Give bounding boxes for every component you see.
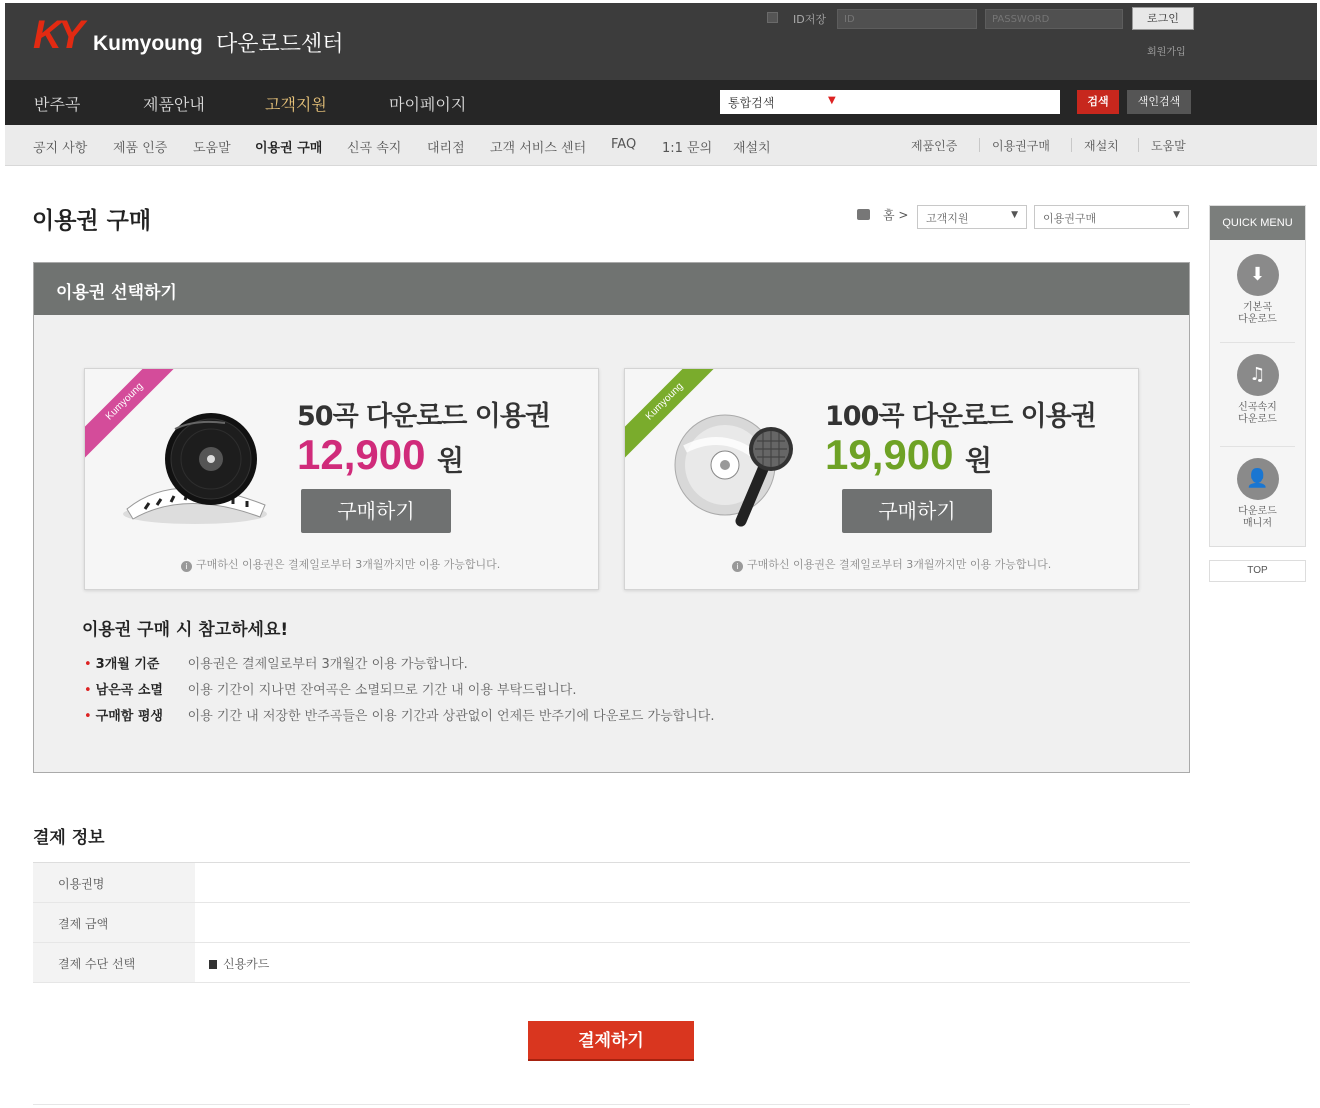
note-item bbox=[84, 705, 714, 724]
note-key: 구매함 평생 bbox=[95, 709, 163, 724]
payment-row-amount bbox=[33, 903, 1190, 943]
brand-ribbon: Kumyoung bbox=[624, 368, 729, 466]
sub-nav bbox=[5, 125, 1317, 166]
subnav-product-auth[interactable]: 제품 인증 bbox=[113, 141, 168, 156]
breadcrumb-home[interactable]: 홈 > bbox=[883, 208, 909, 222]
join-link[interactable]: 회원가입 bbox=[1147, 47, 1186, 58]
subnav-reinstall[interactable]: 재설치 bbox=[733, 141, 771, 156]
voucher-price: 19,900 bbox=[825, 431, 954, 478]
nav-item-mypage[interactable]: 마이페이지 bbox=[389, 95, 467, 114]
subnav-inquiry[interactable]: 1:1 문의 bbox=[662, 141, 713, 156]
main-nav bbox=[5, 80, 1317, 125]
divider bbox=[1071, 138, 1072, 152]
currency-unit: 원 bbox=[965, 444, 993, 477]
subnav-notice[interactable]: 공지 사항 bbox=[33, 141, 88, 156]
music-note-icon: ♫ bbox=[1237, 354, 1279, 396]
buy-button-100[interactable]: 구매하기 bbox=[842, 489, 992, 533]
chevron-down-icon: ▼ bbox=[1011, 210, 1018, 220]
note-desc: 이용 기간 내 저장한 반주곡들은 이용 기간과 상관없이 언제든 반주기에 다운로드 가능합니다. bbox=[187, 709, 715, 724]
voucher-note bbox=[732, 556, 1051, 572]
nav-item-karaoke-songs[interactable]: 반주곡 bbox=[34, 95, 81, 114]
quicklink-voucher-purchase[interactable]: 이용권구매 bbox=[992, 139, 1050, 153]
subnav-dealers[interactable]: 대리점 bbox=[427, 141, 465, 156]
id-input[interactable] bbox=[837, 9, 977, 29]
voucher-card-100 bbox=[624, 368, 1139, 590]
currency-unit: 원 bbox=[437, 444, 465, 477]
chevron-down-icon: ▼ bbox=[1173, 210, 1180, 220]
subnav-new-song-sheet[interactable]: 신곡 속지 bbox=[347, 141, 402, 156]
panel-header bbox=[34, 263, 1189, 315]
quicklink-help[interactable]: 도움말 bbox=[1151, 139, 1186, 153]
breadcrumb-select-value: 고객지원 bbox=[926, 212, 969, 225]
panel-title: 이용권 선택하기 bbox=[56, 283, 177, 303]
id-save-label: ID저장 bbox=[793, 13, 826, 26]
info-icon: i bbox=[181, 561, 192, 572]
payment-title: 결제 정보 bbox=[33, 828, 105, 848]
payment-method-option[interactable] bbox=[209, 955, 269, 972]
payment-label: 이용권명 bbox=[33, 863, 195, 902]
quick-label-line: 기본곡 bbox=[1243, 302, 1272, 313]
divider bbox=[979, 138, 980, 152]
quick-menu bbox=[1209, 205, 1306, 547]
divider bbox=[1220, 342, 1295, 343]
note-key: 3개월 기준 bbox=[95, 657, 160, 672]
page-title: 이용권 구매 bbox=[32, 208, 152, 234]
quick-menu-title: QUICK MENU bbox=[1210, 206, 1305, 240]
quick-label-line: 매니저 bbox=[1243, 518, 1272, 529]
payment-row-voucher bbox=[33, 863, 1190, 903]
payment-label: 결제 금액 bbox=[33, 903, 195, 942]
note-item bbox=[84, 679, 577, 698]
quick-item-label bbox=[1210, 506, 1305, 530]
login-button[interactable]: 로그인 bbox=[1132, 7, 1194, 30]
quicklink-product-auth[interactable]: 제품인증 bbox=[911, 139, 958, 153]
voucher-note-text: 구매하신 이용권은 결제일로부터 3개월까지만 이용 가능합니다. bbox=[196, 558, 501, 571]
subnav-service-center[interactable]: 고객 서비스 센터 bbox=[490, 141, 587, 156]
voucher-price: 12,900 bbox=[297, 431, 426, 478]
subnav-help[interactable]: 도움말 bbox=[193, 141, 231, 156]
site-name[interactable]: 다운로드센터 bbox=[216, 32, 344, 57]
top-header bbox=[5, 3, 1317, 80]
home-icon[interactable] bbox=[857, 209, 870, 220]
logo-mark[interactable]: KY bbox=[33, 13, 81, 57]
search-button[interactable]: 검색 bbox=[1077, 90, 1119, 114]
quick-item-label bbox=[1210, 302, 1305, 326]
nav-item-customer-support[interactable]: 고객지원 bbox=[265, 95, 327, 114]
quick-label-line: 다운로드 bbox=[1238, 414, 1277, 425]
quick-item-label bbox=[1210, 402, 1305, 426]
brand-ribbon: Kumyoung bbox=[84, 368, 189, 466]
bullet-icon: • bbox=[84, 683, 92, 698]
index-search-button[interactable]: 색인검색 bbox=[1127, 90, 1191, 114]
note-desc: 이용 기간이 지나면 잔여곡은 소멸되므로 기간 내 이용 부탁드립니다. bbox=[187, 683, 577, 698]
info-icon: i bbox=[732, 561, 743, 572]
divider bbox=[33, 1104, 1190, 1105]
payment-row-method bbox=[33, 943, 1190, 983]
cd-microphone-icon bbox=[655, 409, 815, 529]
bullet-icon: • bbox=[84, 709, 92, 724]
search-input[interactable] bbox=[720, 90, 1060, 114]
nav-item-products[interactable]: 제품안내 bbox=[143, 95, 205, 114]
chevron-down-icon[interactable]: ▼ bbox=[828, 95, 836, 106]
logo-brand[interactable]: Kumyoung bbox=[93, 32, 203, 55]
quick-item-download-manager[interactable] bbox=[1210, 458, 1305, 530]
pay-button[interactable]: 결제하기 bbox=[528, 1021, 694, 1061]
divider bbox=[1220, 446, 1295, 447]
payment-table bbox=[33, 862, 1190, 983]
voucher-panel bbox=[33, 262, 1190, 773]
voucher-note-text: 구매하신 이용권은 결제일로부터 3개월까지만 이용 가능합니다. bbox=[747, 558, 1052, 571]
user-icon: 👤 bbox=[1237, 458, 1279, 500]
download-icon: ⬇ bbox=[1237, 254, 1279, 296]
quicklink-reinstall[interactable]: 재설치 bbox=[1084, 139, 1119, 153]
voucher-note bbox=[181, 556, 500, 572]
quick-label-line: 다운로드 bbox=[1238, 314, 1277, 325]
breadcrumb-select-page[interactable] bbox=[1034, 205, 1189, 229]
voucher-name: 50곡 다운로드 이용권 bbox=[297, 401, 551, 432]
quick-item-basic-download[interactable] bbox=[1210, 254, 1305, 326]
note-key: 남은곡 소멸 bbox=[95, 683, 163, 698]
payment-label: 결제 수단 선택 bbox=[33, 943, 195, 982]
divider bbox=[1138, 138, 1139, 152]
notes-title: 이용권 구매 시 참고하세요! bbox=[82, 620, 289, 640]
bullet-icon: • bbox=[84, 657, 92, 672]
subnav-voucher-purchase[interactable]: 이용권 구매 bbox=[255, 141, 323, 156]
password-input[interactable] bbox=[985, 9, 1123, 29]
radio-icon[interactable] bbox=[209, 960, 217, 969]
breadcrumb-select-category[interactable] bbox=[917, 205, 1027, 229]
record-piano-icon bbox=[115, 409, 275, 529]
subnav-faq[interactable]: FAQ bbox=[611, 137, 637, 152]
quick-item-new-song-download[interactable] bbox=[1210, 354, 1305, 426]
voucher-card-50 bbox=[84, 368, 599, 590]
note-desc: 이용권은 결제일로부터 3개월간 이용 가능합니다. bbox=[187, 657, 468, 672]
note-item bbox=[84, 653, 468, 672]
id-save-checkbox[interactable] bbox=[767, 12, 778, 23]
quick-label-line: 신곡속지 bbox=[1238, 402, 1277, 413]
buy-button-50[interactable]: 구매하기 bbox=[301, 489, 451, 533]
voucher-name: 100곡 다운로드 이용권 bbox=[825, 401, 1096, 432]
quick-label-line: 다운로드 bbox=[1238, 506, 1277, 517]
scroll-top-button[interactable]: TOP bbox=[1209, 560, 1306, 582]
search-category-select[interactable]: 통합검색 bbox=[728, 96, 775, 110]
payment-method-label: 신용카드 bbox=[223, 957, 270, 971]
breadcrumb-select-value: 이용권구매 bbox=[1043, 212, 1097, 225]
